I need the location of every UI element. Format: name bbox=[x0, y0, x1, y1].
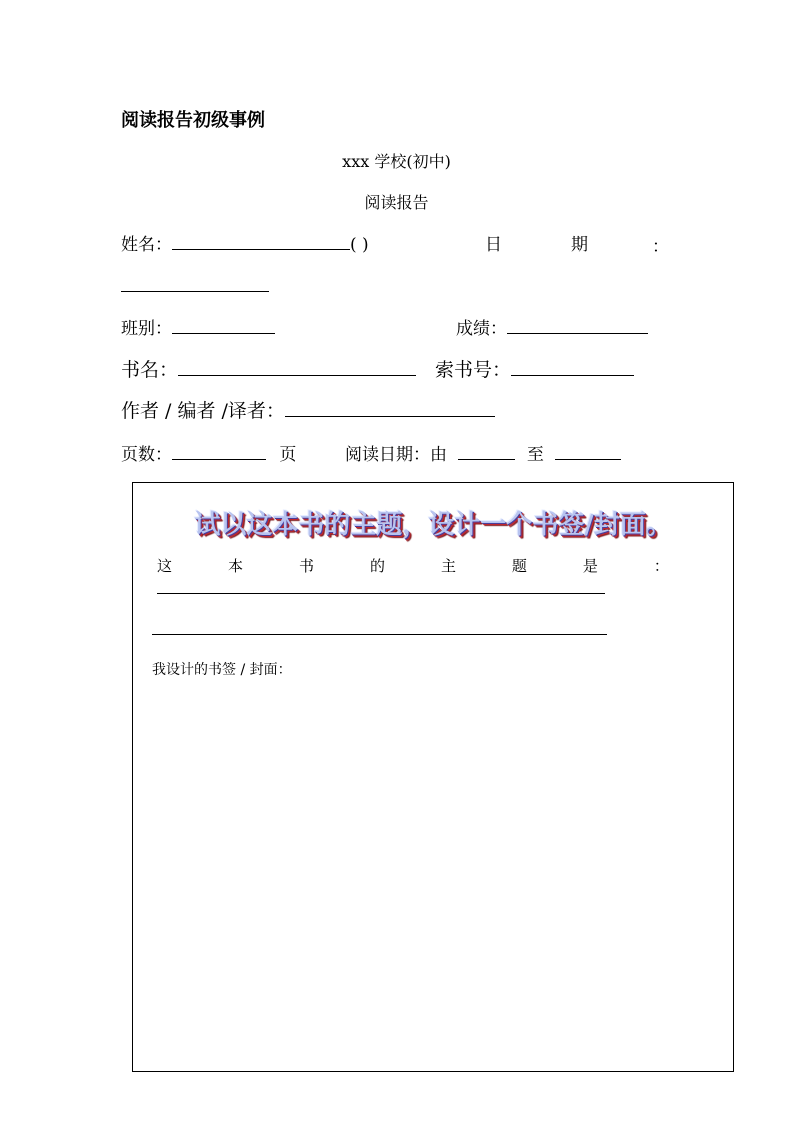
class-row bbox=[121, 314, 275, 339]
book-label: 书名： bbox=[121, 359, 179, 381]
theme-char: 本 bbox=[227, 557, 243, 575]
call-number-label: 索书号： bbox=[435, 359, 512, 381]
reading-date-from-blank[interactable] bbox=[458, 445, 515, 460]
theme-char: 是 bbox=[582, 557, 598, 575]
name-blank[interactable] bbox=[172, 235, 350, 250]
date-blank[interactable] bbox=[121, 291, 269, 292]
date-colon: ： bbox=[652, 237, 669, 257]
date-label-2: 期 bbox=[571, 235, 588, 255]
reading-date-to-blank[interactable] bbox=[555, 445, 621, 460]
class-blank[interactable] bbox=[172, 319, 275, 334]
pages-blank[interactable] bbox=[172, 445, 266, 460]
theme-char: 题 bbox=[511, 557, 527, 575]
theme-char: 书 bbox=[298, 557, 314, 575]
call-number-blank[interactable] bbox=[511, 361, 634, 376]
name-row bbox=[121, 230, 369, 255]
name-paren: ( ) bbox=[350, 235, 369, 255]
call-number-row bbox=[435, 355, 634, 382]
theme-char: ： bbox=[653, 557, 669, 575]
book-row bbox=[121, 355, 416, 382]
design-label: 我设计的书签 / 封面： bbox=[152, 662, 292, 678]
theme-blank-1[interactable] bbox=[157, 593, 605, 594]
theme-char: 这 bbox=[157, 557, 173, 575]
to-label: 至 bbox=[526, 445, 544, 465]
author-label: 作者 / 编者 /译者： bbox=[121, 400, 285, 422]
theme-char: 主 bbox=[440, 557, 456, 575]
reading-date-label: 阅读日期：由 bbox=[345, 445, 447, 465]
design-box bbox=[132, 482, 734, 1072]
theme-char: 的 bbox=[369, 557, 385, 575]
book-blank[interactable] bbox=[178, 361, 416, 376]
reading-date-row bbox=[345, 440, 621, 465]
author-blank[interactable] bbox=[285, 402, 495, 417]
document-title: 阅读报告初级事例 bbox=[121, 110, 265, 131]
school-name: xxx 学校(初中) bbox=[342, 152, 451, 171]
theme-blank-2[interactable] bbox=[152, 634, 607, 635]
box-heading: 试以这本书的主题，设计一个书签/封面。 bbox=[194, 510, 672, 540]
pages-unit: 页 bbox=[279, 445, 297, 465]
date-label-1: 日 bbox=[485, 235, 502, 255]
score-row bbox=[456, 314, 648, 339]
pages-label: 页数： bbox=[121, 445, 172, 465]
name-label: 姓名： bbox=[121, 235, 172, 255]
theme-row bbox=[157, 555, 669, 576]
pages-row bbox=[121, 440, 296, 465]
class-label: 班别： bbox=[121, 319, 172, 339]
author-row bbox=[121, 396, 495, 423]
score-blank[interactable] bbox=[507, 319, 648, 334]
report-name: 阅读报告 bbox=[364, 193, 429, 212]
score-label: 成绩： bbox=[456, 319, 507, 339]
